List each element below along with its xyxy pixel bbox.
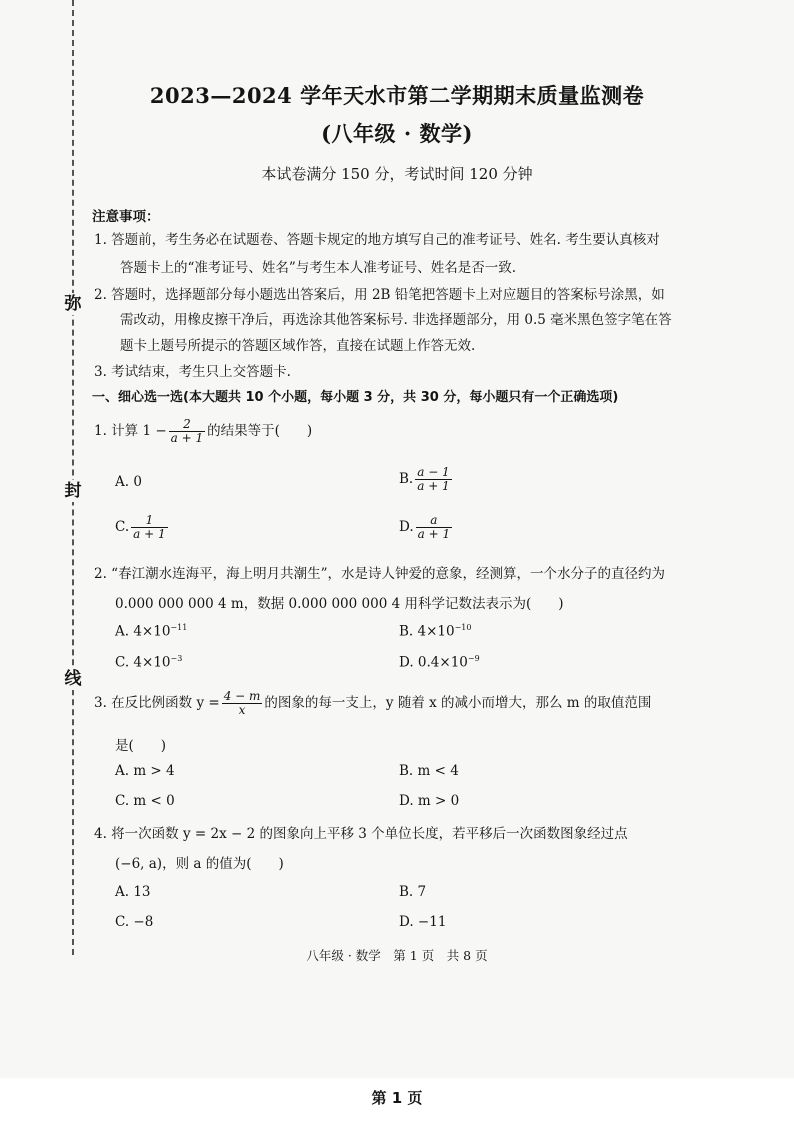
q2-d-base: D. 0.4×10 (399, 654, 468, 671)
q3-frac-den: x (222, 703, 263, 717)
q1-c-label: C. (115, 519, 130, 535)
q1-prefix: 1. 计算 1 − (94, 423, 167, 439)
q2-d-exp: −9 (467, 654, 480, 663)
q1-d-den: a + 1 (417, 527, 451, 541)
q1-d-label: D. (399, 519, 414, 535)
page-footer: 八年级 · 数学 第 1 页 共 8 页 (306, 948, 488, 963)
q1-d-num: a (430, 513, 438, 527)
exam-subtitle: (八年级 · 数学) (321, 121, 473, 146)
page-number-label: 第 1 页 (371, 1089, 423, 1107)
exam-title: 2023—2024 学年天水市第二学期期末质量监测卷 (149, 83, 645, 108)
q3-frac-num: 4 − m (223, 689, 261, 703)
q2-c-exp: −3 (170, 654, 183, 663)
seal-char-mi: 弥 (62, 293, 84, 315)
exam-info: 本试卷满分 150 分，考试时间 120 分钟 (261, 165, 533, 183)
note-2-line-3: 题卡上题号所提示的答题区域作答，直接在试题上作答无效. (120, 338, 476, 354)
q1-frac-num: 2 (183, 417, 191, 431)
question-3 (94, 690, 651, 717)
q4-option-d: D. −11 (399, 914, 447, 930)
q1-option-a: A. 0 (115, 474, 142, 490)
q2-a-base: A. 4×10 (115, 623, 171, 640)
q4-option-a: A. 13 (115, 884, 151, 900)
q4-line-2: (−6, a)，则 a 的值为( ) (115, 856, 284, 872)
q1-option-d (399, 514, 454, 541)
q1-frac-den: a + 1 (170, 431, 204, 445)
q1-c-den: a + 1 (133, 527, 166, 541)
q3-option-a: A. m > 4 (115, 763, 175, 779)
q1-fraction (169, 418, 205, 445)
q1-b-label: B. (399, 471, 414, 487)
q4-line-1: 4. 将一次函数 y = 2x − 2 的图象向上平移 3 个单位长度，若平移后一次函数图象经过点 (94, 826, 628, 842)
q2-option-c (115, 654, 182, 671)
q2-line-1: 2. “春江潮水连海平，海上明月共潮生”，水是诗人钟爱的意象，经测算，一个水分子的直径约为 (94, 566, 665, 582)
q1-c-fraction (131, 514, 167, 541)
q1-d-fraction (416, 514, 452, 541)
section-1-heading: 一、细心选一选(本大题共 10 个小题，每小题 3 分，共 30 分，每小题只有一个正确选项) (92, 390, 619, 405)
notes-heading: 注意事项： (92, 209, 160, 225)
q2-a-exp: −11 (170, 623, 188, 632)
q1-suffix: 的结果等于( ) (207, 423, 313, 439)
q2-option-d (399, 654, 480, 671)
q3-line-2: 是( ) (115, 738, 167, 754)
seal-char-feng: 封 (62, 480, 84, 502)
q4-option-c: C. −8 (115, 914, 154, 930)
q2-c-base: C. 4×10 (115, 654, 171, 671)
q2-b-exp: −10 (454, 623, 472, 632)
question-1 (94, 418, 312, 445)
note-1-line-1: 1. 答题前，考生务必在试题卷、答题卡规定的地方填写自己的准考证号、姓名. 考生要认真核对 (94, 232, 660, 248)
q3-fraction (222, 690, 263, 717)
note-2-line-1: 2. 答题时，选择题部分每小题选出答案后，用 2B 铅笔把答题卡上对应题目的答案标号涂黑，如 (94, 287, 665, 303)
q1-c-num: 1 (145, 513, 154, 527)
seal-char-xian: 线 (62, 668, 84, 690)
q3-suffix: 的图象的每一支上，y 随着 x 的减小而增大，那么 m 的取值范围 (264, 695, 652, 711)
q2-option-a (115, 623, 187, 640)
q1-option-c (115, 514, 170, 541)
note-2-line-2: 需改动，用橡皮擦干净后，再选涂其他答案标号. 非选择题部分，用 0.5 毫米黑色签字笔在答 (120, 312, 672, 328)
note-1-line-2: 答题卡上的“准考证号、姓名”与考生本人准考证号、姓名是否一致. (120, 260, 517, 276)
q1-b-fraction (415, 466, 451, 493)
q1-b-num: a − 1 (417, 465, 450, 479)
q3-prefix: 3. 在反比例函数 y = (94, 695, 220, 711)
q3-option-d: D. m > 0 (399, 793, 460, 809)
q2-line-2: 0.000 000 000 4 m，数据 0.000 000 000 4 用科学记数法表示为( ) (115, 596, 564, 612)
q4-option-b: B. 7 (399, 884, 427, 900)
q1-b-den: a + 1 (417, 479, 450, 493)
q1-option-b (399, 466, 454, 493)
note-3: 3. 考试结束，考生只上交答题卡. (94, 364, 291, 380)
q2-b-base: B. 4×10 (399, 623, 455, 640)
q3-option-b: B. m < 4 (399, 763, 459, 779)
q2-option-b (399, 623, 471, 640)
q3-option-c: C. m < 0 (115, 793, 175, 809)
